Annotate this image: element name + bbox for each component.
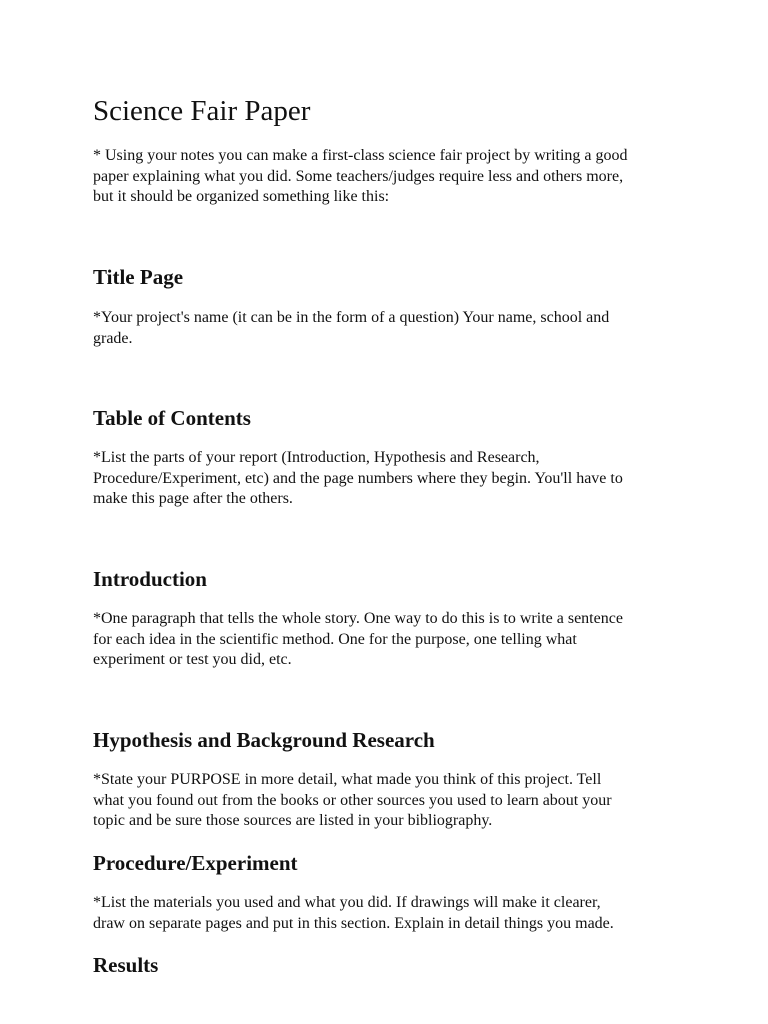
page-title: Science Fair Paper bbox=[93, 95, 311, 127]
intro-paragraph bbox=[93, 146, 693, 208]
paragraph-line: but it should be organized something like this: bbox=[93, 188, 390, 205]
paragraph-line: *List the materials you used and what you did. If drawings will make it clearer, bbox=[93, 894, 601, 911]
paragraph-line: topic and be sure those sources are listed in your bibliography. bbox=[93, 812, 493, 829]
section-paragraph-hypothesis bbox=[93, 770, 693, 832]
section-paragraph-introduction bbox=[93, 609, 693, 671]
paragraph-line: what you found out from the books or other sources you used to learn about your bbox=[93, 791, 612, 809]
section-heading-introduction: Introduction bbox=[93, 567, 207, 591]
paragraph-line: draw on separate pages and put in this section. Explain in detail things you made. bbox=[93, 914, 614, 932]
paragraph-line: * Using your notes you can make a first-class science fair project by writing a good bbox=[93, 147, 628, 164]
section-heading-title-page: Title Page bbox=[93, 265, 184, 289]
paragraph-line: *Your project's name (it can be in the form of a question) Your name, school and bbox=[93, 309, 610, 326]
paragraph-line: for each idea in the scientific method. One for the purpose, one telling what bbox=[93, 630, 577, 648]
paragraph-line: experiment or test you did, etc. bbox=[93, 651, 292, 668]
section-heading-hypothesis: Hypothesis and Background Research bbox=[93, 728, 435, 752]
paragraph-line: *List the parts of your report (Introduction, Hypothesis and Research, bbox=[93, 449, 540, 466]
section-paragraph-procedure bbox=[93, 893, 693, 934]
paragraph-line: Procedure/Experiment, etc) and the page numbers where they begin. You'll have to bbox=[93, 469, 623, 487]
paragraph-line: *State your PURPOSE in more detail, what made you think of this project. Tell bbox=[93, 771, 602, 788]
section-heading-procedure: Procedure/Experiment bbox=[93, 851, 298, 875]
section-paragraph-title-page bbox=[93, 308, 693, 349]
section-heading-table-of-contents: Table of Contents bbox=[93, 406, 251, 430]
paragraph-line: grade. bbox=[93, 329, 133, 347]
section-paragraph-table-of-contents bbox=[93, 448, 693, 510]
section-heading-results: Results bbox=[93, 953, 159, 977]
paragraph-line: make this page after the others. bbox=[93, 490, 293, 507]
paragraph-line: paper explaining what you did. Some teachers/judges require less and others more, bbox=[93, 167, 624, 185]
paragraph-line: *One paragraph that tells the whole story. One way to do this is to write a sentence bbox=[93, 610, 623, 627]
